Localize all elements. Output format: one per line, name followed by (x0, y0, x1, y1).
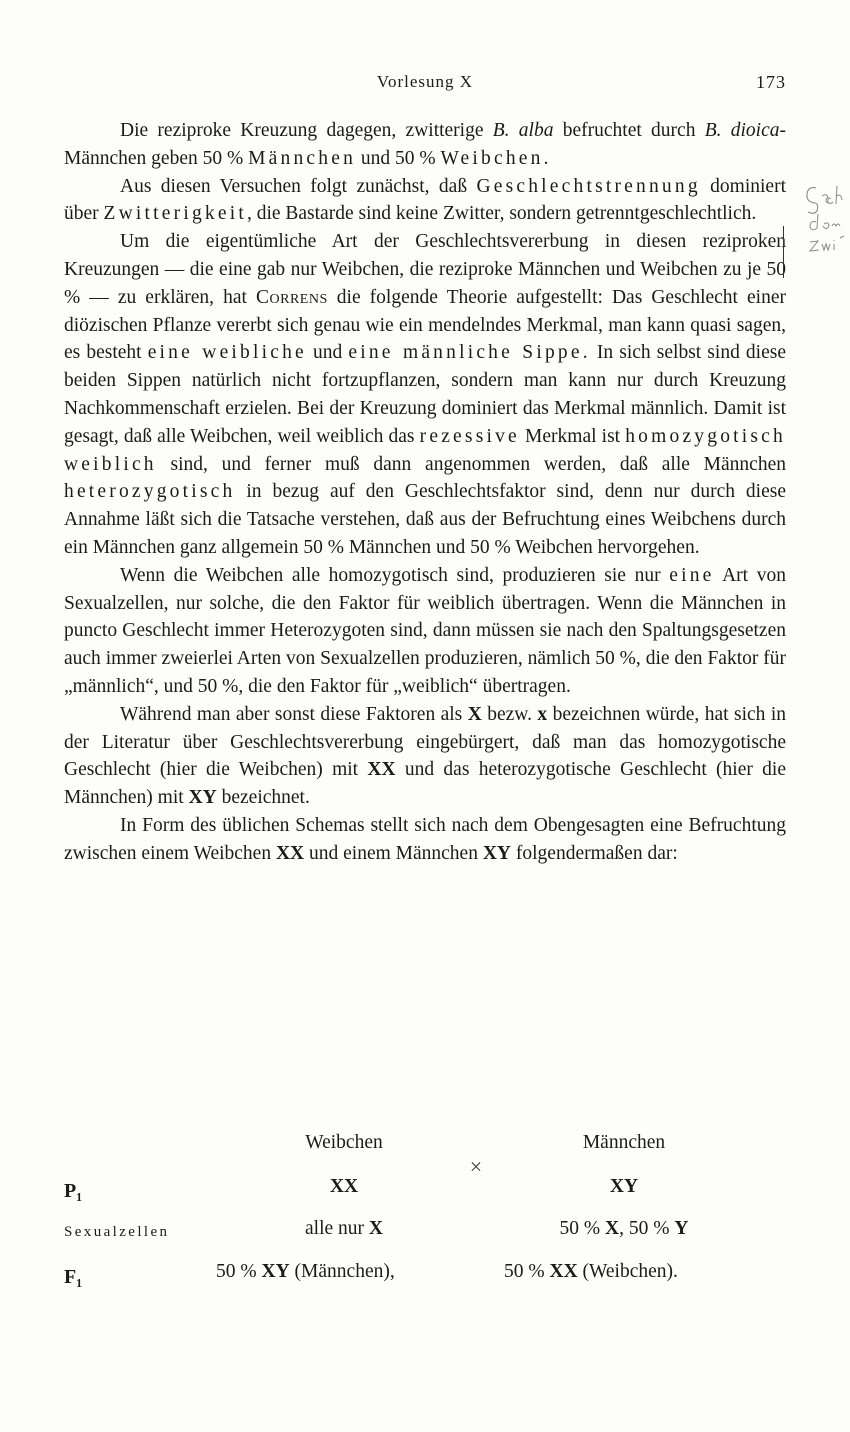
paragraph-3: Um die eigentümliche Art der Geschlechtsvererbung in diesen reziproken Kreuzungen — die eine gab nur Weibchen, die reziproke Männchen und Weibchen zu je 50 % — zu erklären, hat Correns die folgende Theorie aufgestellt: Das Geschlecht einer diözischen Pflanze vererbt sich genau wie ein mendelndes Merkmal, man kann quasi sagen, es besteht eine weibliche und eine männliche Sippe. In sich selbst sind diese beiden Sippen natürlich nicht fortzupflanzen, sondern man kann nur durch Kreuzung Nachkommenschaft erzielen. Bei der Kreuzung dominiert das Merkmal männlich. Damit ist gesagt, daß alle Weibchen, weil weiblich das rezessive Merkmal ist homozygotisch weiblich sind, und ferner muß dann angenommen werden, daß alle Männchen heterozygotisch in bezug auf den Geschlechtsfaktor sind, denn nur durch diese Annahme läßt sich die Tatsache verstehen, daß aus der Befruchtung eines Weibchens durch ein Männchen ganz allgemein 50 % Männchen und 50 % Weibchen hervorgehen. (64, 231, 786, 558)
cross-symbol: × (469, 1154, 483, 1179)
paragraph-2: Aus diesen Versuchen folgt zunächst, daß Geschlechtstrennung dominiert über Zwitterigkeit, die Bastarde sind keine Zwitter, sondern getrenntgeschlechtlich. (64, 175, 786, 225)
paragraph-1: Die reziproke Kreuzung dagegen, zwitterige B. alba befruchtet durch B. dioica-Männchen geben 50 % Männchen und 50 % Weibchen. (64, 120, 786, 169)
paragraph-6: In Form des üblichen Schemas stellt sich nach dem Obengesagten eine Befruchtung zwischen einem Weibchen XX und einem Männchen XY folgendermaßen dar: (64, 814, 786, 864)
handwritten-margin-note (796, 182, 850, 262)
page-number: 173 (756, 72, 786, 92)
p1-female-genotype: XX (329, 1176, 359, 1197)
chapter-title: Vorlesung X (376, 72, 474, 91)
f1-females: 50 % XX (Weibchen). (504, 1261, 678, 1282)
running-header (64, 72, 786, 98)
paragraph-5: Während man aber sonst diese Faktoren als X bezw. x bezeichnen würde, hat sich in der Literatur über Geschlechtsvererbung eingebürgert, daß man das homozygotische Geschlecht (hier die Weibchen) mit XX und das heterozygotische Geschlecht (hier die Männchen) mit XY bezeichnet. (64, 703, 786, 809)
f1-males: 50 % XY (Männchen), (216, 1261, 395, 1282)
text-body (64, 117, 786, 868)
schema-head-female: Weibchen (305, 1132, 383, 1153)
p1-male-genotype: XY (609, 1176, 639, 1197)
p1-label: P₁ (64, 1180, 83, 1202)
paragraph-4: Wenn die Weibchen alle homozygotisch sind, produzieren sie nur eine Art von Sexualzellen, nur solche, die den Faktor für weiblich übertragen. Wenn die Männchen in puncto Geschlecht immer Heterozygoten sind, dann müssen sie nach den Spaltungsgesetzen auch immer zweierlei Arten von Sexualzellen produzieren, nämlich 50 %, die den Faktor für „männlich“, und 50 %, die den Faktor für „weiblich“ übertragen. (64, 564, 786, 697)
female-gametes: alle nur X (305, 1218, 383, 1239)
male-gametes: 50 % X, 50 % Y (559, 1218, 689, 1239)
f1-label: F₁ (64, 1266, 83, 1288)
schema-head-male: Männchen (582, 1132, 666, 1153)
crossing-schema (64, 1130, 786, 1300)
margin-bracket (783, 226, 788, 278)
sexualzellen-label: Sexualzellen (64, 1224, 170, 1240)
